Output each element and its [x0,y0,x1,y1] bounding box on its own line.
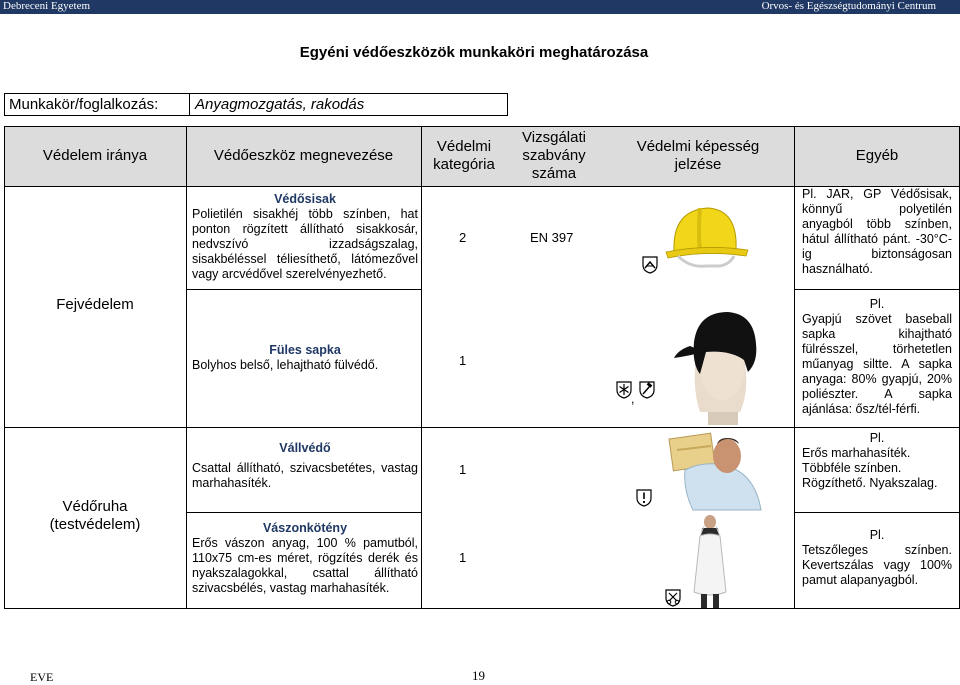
other-apron-pl: Pl. [869,528,885,542]
col-marking: Védelmi képesség jelzése [636,138,760,173]
item-name-helmet: Védősisak [274,192,336,206]
apron-image [688,514,732,608]
rule [4,427,960,428]
col-device: Védőeszköz megnevezése [213,147,394,164]
col-category: Védelmi kategória [433,138,495,173]
helmet-image [660,200,750,272]
shoulder-guard-image [665,430,765,512]
other-cap: Gyapjú szövet baseball sapka kihajtható fülrésszel, törhetetlen műanyag siltte. A sapka anyaga: 80% gyapjú, 20% poliészter. A sapka ajánlása: ősz/tél-férfi. [802,312,952,416]
shield-hazard-icon [641,255,659,275]
category-apron: 1 [459,550,467,565]
rule [186,126,187,609]
job-value: Anyagmozgatás, rakodás [195,96,365,113]
document-header-bar [0,0,960,14]
category-helmet: 2 [459,230,467,245]
item-name-shoulder: Vállvédő [279,441,331,455]
item-desc-helmet: Polietilén sisakhéj több színben, hat ponton rögzített állítható sisakkosár, nedvszívó izzadságszalag, sisakbéléssel téliesíthető, látómezővel vagy arcvédővel szerelvényezhető. [192,207,418,281]
rule [794,126,795,609]
col-other: Egyéb [855,147,899,164]
other-cap-pl: Pl. [869,297,885,311]
rule [4,126,960,127]
page-title: Egyéni védőeszközök munkaköri meghatározása [299,44,649,61]
group-body: Védőruha (testvédelem) [49,498,141,533]
job-box [4,93,508,116]
rule [4,608,960,609]
group-head: Fejvédelem [56,296,134,313]
rule [794,512,960,513]
other-shoulder: Erős marhahasíték. Többféle színben. Rögzíthető. Nyakszalag. [802,446,938,490]
other-apron: Tetszőleges színben. Kevertszálas vagy 100% pamut alapanyagból. [802,543,952,587]
header-university: Debreceni Egyetem [3,0,91,12]
standard-helmet: EN 397 [530,230,574,245]
category-shoulder: 1 [459,462,467,477]
other-helmet: Pl. JAR, GP Védősisak, könnyű polyetilén anyagból több színben, hátul állítható pánt. -30°C-ig biztonságosan használható. [802,187,952,276]
rule [421,126,422,609]
shield-hammer-icon [638,380,656,400]
marking-separator: , [631,392,635,406]
item-desc-apron: Erős vászon anyag, 100 % pamutból, 110x75 cm-es méret, rögzítés derék és nyakszalagokkal, csattal állítható szivacsbélés, vastag marhahasíték. [192,536,418,595]
page-number: 19 [472,668,485,683]
item-name-cap: Füles sapka [269,343,341,357]
other-shoulder-pl: Pl. [869,431,885,445]
col-direction: Védelem iránya [42,147,148,164]
cap-image [670,300,770,425]
item-desc-cap: Bolyhos belső, lehajtható fülvédő. [192,358,379,372]
shield-exclamation-icon [635,488,653,508]
rule [186,512,422,513]
rule [186,289,422,290]
footer-left: EVE [30,670,54,684]
category-cap: 1 [459,353,467,368]
item-name-apron: Vászonkötény [262,521,348,535]
col-standard: Vizsgálati szabvány száma [522,129,586,182]
rule [794,289,960,290]
job-label: Munkakör/foglalkozás: [5,94,190,115]
rule [4,126,5,609]
shield-scissors-icon [664,588,682,608]
item-desc-shoulder: Csattal állítható, szivacsbetétes, vastag marhahasíték. [192,461,418,490]
header-centre: Orvos- és Egészségtudományi Centrum [761,0,936,12]
